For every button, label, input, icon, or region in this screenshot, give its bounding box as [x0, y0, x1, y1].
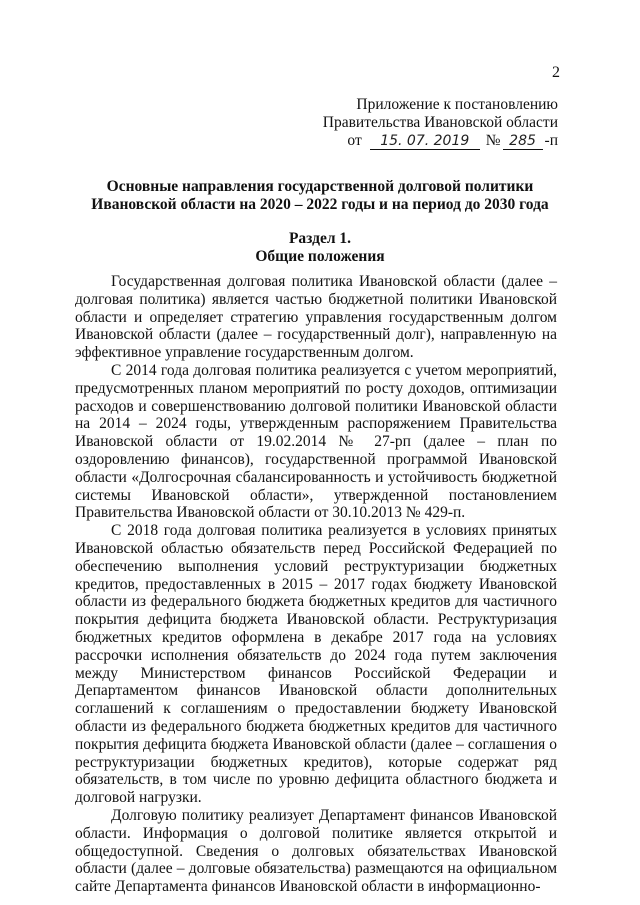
section-title: Общие положения: [255, 248, 385, 265]
annex-date-row: [258, 132, 558, 150]
number-label: №: [485, 132, 501, 149]
from-label: от: [347, 132, 362, 149]
document-title: [60, 178, 580, 214]
handwritten-number: 285: [503, 134, 543, 150]
page-number: 2: [552, 64, 560, 81]
paragraph: С 2018 года долговая политика реализуется в условиях принятых Ивановской областью обязательств перед Российской Федерацией по обеспечению выполнения условий реструктуризации бюджетных кредитов, предоставленных в 2015 – 2017 годах бюджету Ивановской области из федерального бюджета бюджетных кредитов для частичного покрытия дефицита бюджета Ивановской области. Реструктуризация бюджетных кредитов оформлена в декабре 2017 года на условиях рассрочки исполнения обязательств до 2024 года путем заключения между Министерством финансов Российской Федерации и Департаментом финансов Ивановской области дополнительных соглашений к соглашениям о предоставлении бюджету Ивановской области из федерального бюджета бюджетных кредитов для частичного покрытия дефицита бюджета Ивановской области (далее – соглашения о реструктуризации бюджетных кредитов), которые содержат ряд обязательств, в том числе по уровню дефицита областного бюджета и долговой нагрузки.: [75, 522, 557, 807]
handwritten-date: 15. 07. 2019: [370, 134, 480, 150]
number-suffix: -п: [544, 132, 558, 149]
annex-line-2: Правительства Ивановской области: [322, 114, 558, 131]
title-line-1: Основные направления государственной долговой политики: [106, 178, 534, 195]
paragraph: Долговую политику реализует Департамент финансов Ивановской области. Информация о долговой политике является открытой и общедоступной. Сведения о долговых обязательствах Ивановской области (далее – долговые обязательства) размещаются на официальном сайте Департамента финансов Ивановской области в информационно-: [75, 806, 557, 896]
section-number: Раздел 1.: [288, 230, 352, 247]
title-line-2: Ивановской области на 2020 – 2022 годы и на период до 2030 года: [91, 196, 549, 213]
section-heading: [60, 230, 580, 266]
body-text: [75, 273, 557, 896]
annex-line-1: Приложение к постановлению: [356, 96, 558, 113]
paragraph: С 2014 года долговая политика реализуется с учетом мероприятий, предусмотренных планом мероприятий по росту доходов, оптимизации расходов и совершенствованию долговой политики Ивановской области на 2014 – 2024 годы, утвержденным распоряжением Правительства Ивановской области от 19.02.2014 № 27-рп (далее – план по оздоровлению финансов), государственной программой Ивановской области «Долгосрочная сбалансированность и устойчивость бюджетной системы Ивановской области», утвержденной постановлением Правительства Ивановской области от 30.10.2013 № 429-п.: [75, 361, 557, 522]
paragraph: Государственная долговая политика Ивановской области (далее – долговая политика) является частью бюджетной политики Ивановской области и определяет стратегию управления государственным долгом Ивановской области (далее – государственный долг), направленную на эффективное управление государственным долгом.: [75, 273, 557, 362]
annex-header: [258, 96, 558, 150]
